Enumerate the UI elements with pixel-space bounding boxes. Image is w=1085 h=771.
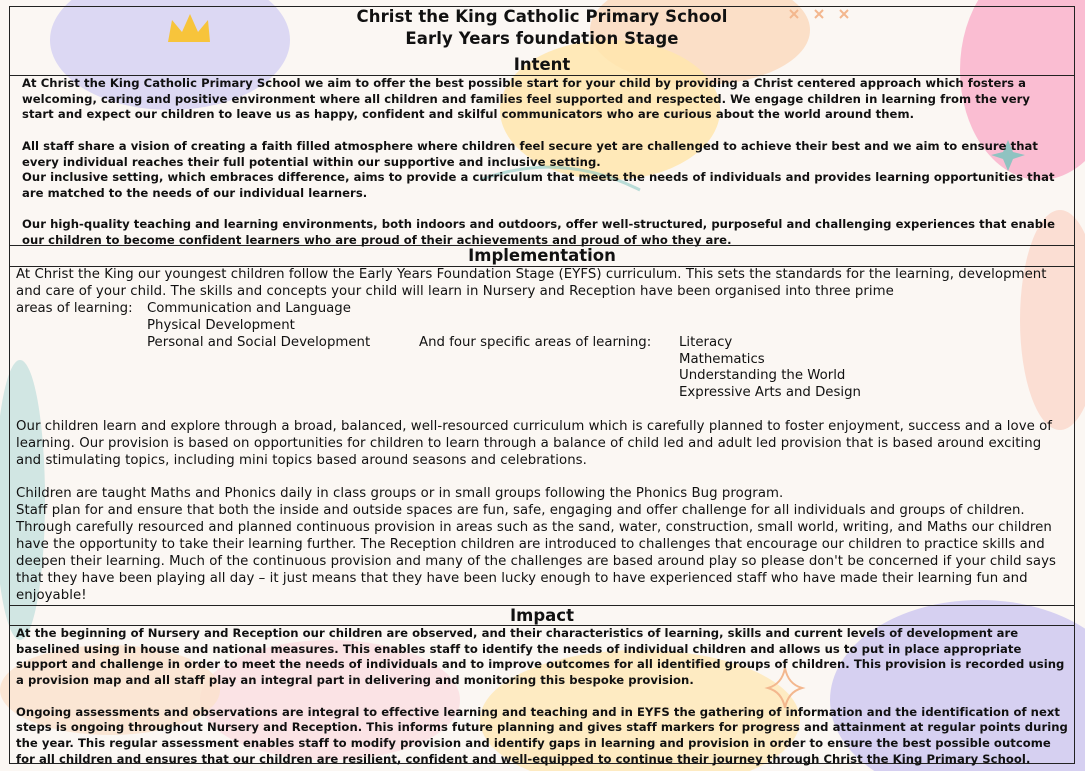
implementation-body [16,267,1070,605]
prime-area: Physical Development [147,317,295,333]
impact-paragraph-1: At the beginning of Nursery and Reception our children are observed, and their characteristics of learning, skills and current levels of development are baselined using in house and national measures. This enables staff to identify the needs of individual children and allows us to put in place appropriate support and challenge in order to meet the needs of individuals and to improve outcomes for all identified groups of children. This provision is recorded using a provision map and all staff play an integral part in delivering and monitoring this bespoke provision. [16,626,1065,688]
impact-body [16,626,1068,767]
intent-paragraph-1: At Christ the King Catholic Primary School we aim to offer the best possible start for your child by providing a Christ centered approach which fosters a welcoming, caring and positive environment where all children and families feel supported and respected. We engage children in learning from the very start and expect our children to leave us as happy, confident and skilful communicators who are curious about the world around them. [22,76,1031,122]
specific-area: Literacy [679,334,733,350]
implementation-paragraph-2: Children are taught Maths and Phonics daily in class groups or in small groups following the Phonics Bug program. [16,486,784,502]
specific-area: Mathematics [679,351,765,367]
impact-heading: Impact [510,606,574,625]
specific-area: Expressive Arts and Design [679,385,861,401]
specific-areas-lead: And four specific areas of learning: [419,334,652,350]
specific-area: Understanding the World [679,368,846,384]
intent-paragraph-4: Our high-quality teaching and learning environments, both indoors and outdoors, offer well-structured, purposeful and challenging experiences that enable our children to become confident learners who are proud of their achievements and proud of who they are. [22,217,1055,247]
intent-paragraph-2: All staff share a vision of creating a faith filled atmosphere where children feel secure yet are challenged to achieve their best and we aim to ensure that every individual reaches their full potential within our supportive and inclusive setting. [22,138,1039,169]
intent-body [22,76,1062,249]
school-title: Christ the King Catholic Primary School [356,7,728,26]
intent-heading: Intent [513,55,571,74]
prime-areas-lead: areas of learning: [16,300,133,316]
learning-areas [16,301,1070,402]
prime-area: Communication and Language [147,300,351,316]
stage-title: Early Years foundation Stage [405,29,679,48]
implementation-heading: Implementation [468,246,616,265]
impact-paragraph-2: Ongoing assessments and observations are integral to effective learning and teaching and in EYFS the gathering of information and the identification of next steps is ongoing throughout Nursery and Reception. This informs future planning and gives staff markers for progress and attainment at regular points during the year. This regular assessment enables staff to modify provision and identify gaps in learning and provision in order to ensure the best possible outcome for all children and ensures that our children are resilient, confident and well-equipped to continue their journey through Christ the King Primary School. [16,704,1068,766]
prime-area: Personal and Social Development [147,334,371,350]
intent-paragraph-3: Our inclusive setting, which embraces difference, aims to provide a curriculum that meets the needs of individuals and provides learning opportunities that are matched to the needs of our individual learners. [22,170,1055,200]
implementation-paragraph-3: Staff plan for and ensure that both the inside and outside spaces are fun, safe, engaging and offer challenge for all individuals and groups of children. Through carefully resourced and planned continuous provision in areas such as the sand, water, construction, small world, writing, and Maths our children have the opportunity to take their learning further. The Reception children are introduced to challenges that encourage our children to practice skills and deepen their learning. Much of the continuous provision and many of the challenges are based around play so please don't be concerned if your child says that they have been playing all day – it just means that they have been lucky enough to have experienced staff who have made their learning fun and enjoyable! [16,503,1056,603]
implementation-intro: At Christ the King our youngest children follow the Early Years Foundation Stage (EYFS) curriculum. This sets the standards for the learning, development and care of your child. The skills and concepts your child will learn in Nursery and Reception have been organised into three prime [16,267,1047,299]
implementation-paragraph-1: Our children learn and explore through a broad, balanced, well-resourced curriculum which is carefully planned to foster enjoyment, success and a love of learning. Our provision is based on opportunities for children to learn through a balance of child led and adult led provision that is based around exciting and stimulating topics, including mini topics based around seasons and celebrations. [16,418,1053,468]
